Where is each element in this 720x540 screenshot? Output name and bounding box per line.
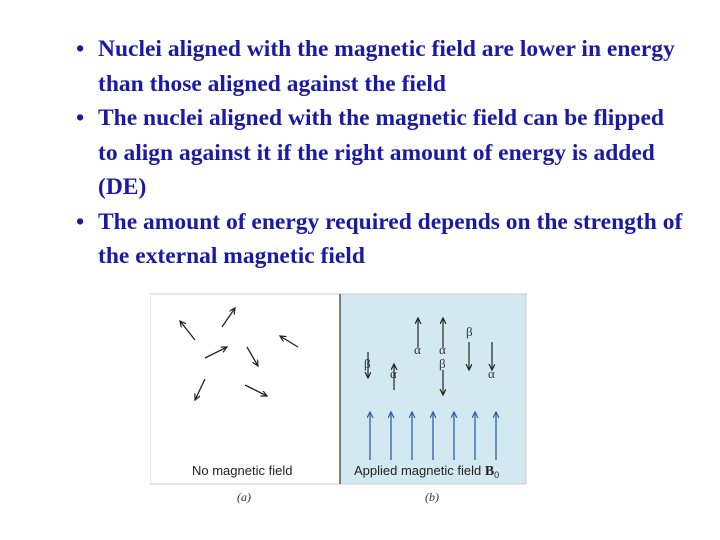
bullet-item xyxy=(76,32,686,101)
caption-b: (b) xyxy=(425,490,439,504)
bullet-symbol: • xyxy=(76,105,85,131)
bullet-list xyxy=(76,32,686,274)
spin-diagram xyxy=(150,292,530,507)
bullet-item xyxy=(76,101,686,205)
alpha-label: α xyxy=(488,366,495,381)
panel-a-label: No magnetic field xyxy=(192,463,293,478)
alpha-label: α xyxy=(390,366,397,381)
field-symbol: B xyxy=(484,464,495,479)
bullet-item xyxy=(76,205,686,274)
panel-a xyxy=(150,294,340,484)
field-subscript: 0 xyxy=(494,470,500,480)
bullet-symbol: • xyxy=(76,36,85,62)
bullet-text: The amount of energy required depends on the strength of the external magnetic field xyxy=(98,208,683,269)
alpha-label: α xyxy=(414,342,421,357)
beta-label: β xyxy=(364,356,371,371)
bullet-text: Nuclei aligned with the magnetic field are lower in energy than those aligned against the field xyxy=(98,36,675,97)
panel-b-label-text: Applied magnetic field xyxy=(354,463,485,478)
caption-a: (a) xyxy=(237,490,251,504)
alpha-label: α xyxy=(439,342,446,357)
bullet-text: The nuclei aligned with the magnetic field can be flipped to align against it if the right amount of energy is added (DE) xyxy=(98,105,664,200)
beta-label: β xyxy=(439,356,446,371)
panel-b-label xyxy=(354,463,499,480)
bullet-symbol: • xyxy=(76,208,85,235)
beta-label: β xyxy=(466,324,473,339)
nmr-spin-figure xyxy=(150,292,530,507)
